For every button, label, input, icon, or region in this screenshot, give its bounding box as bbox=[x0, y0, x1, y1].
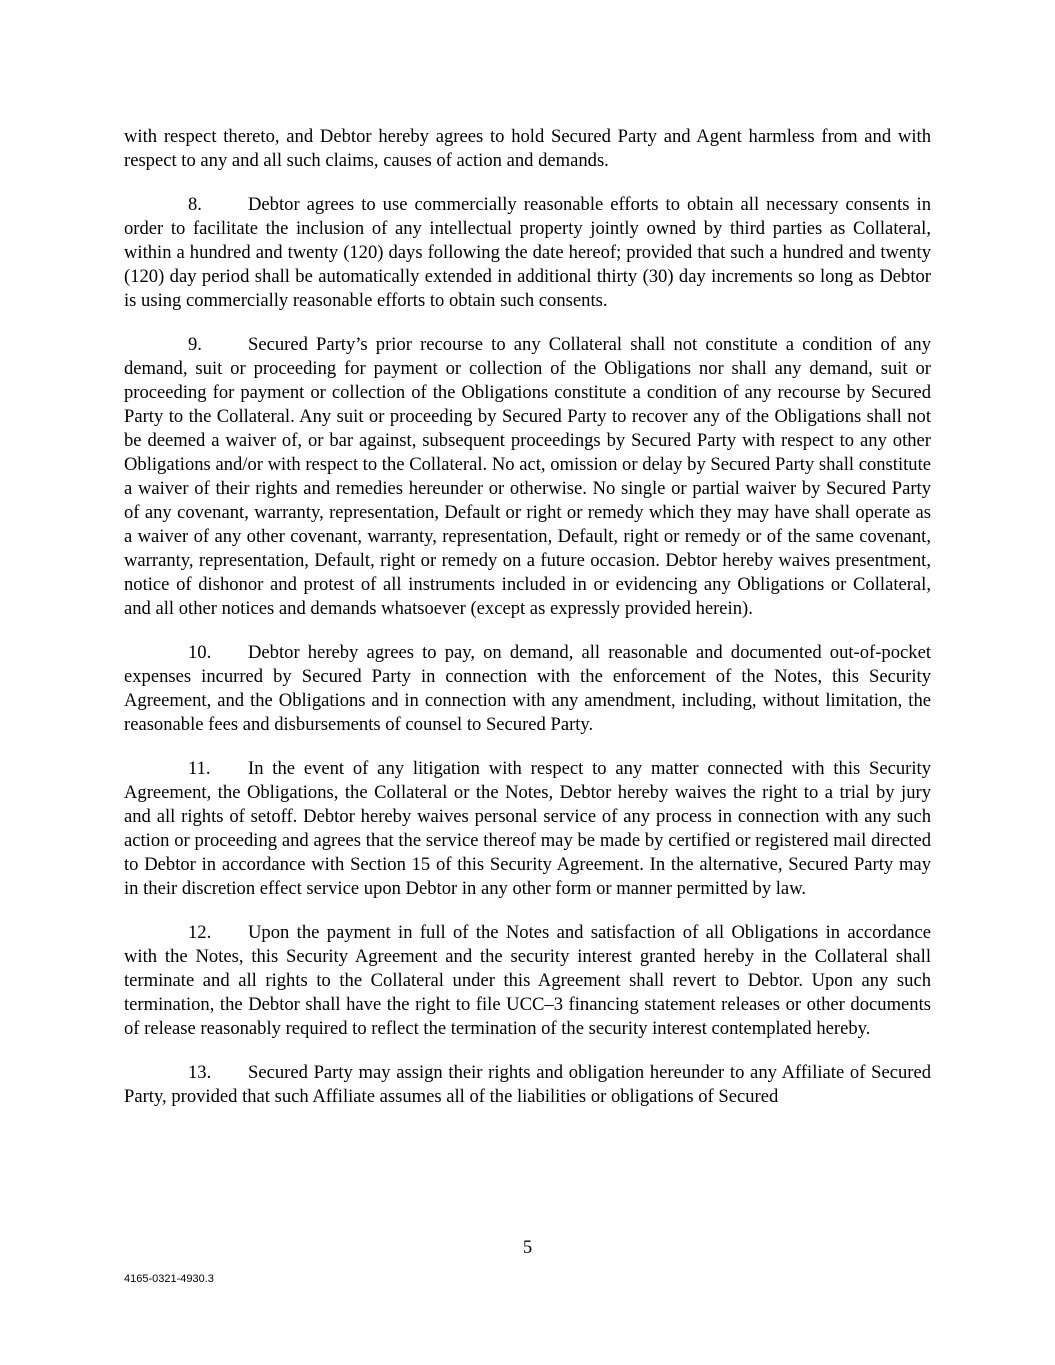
continuation-paragraph: with respect thereto, and Debtor hereby agrees to hold Secured Party and Agent harmless from and with respect to any and all such claims, causes of action and demands. bbox=[124, 126, 931, 171]
paragraph-number: 13. bbox=[188, 1062, 212, 1083]
paragraph-text: Debtor hereby agrees to pay, on demand, all reasonable and documented out-of-pocket expenses incurred by Secured Party in connection with the enforcement of the Notes, this Security Agreement, and the Obligations and in connection with any amendment, including, without limitation, the reasonable fees and disbursements of counsel to Secured Party. bbox=[124, 642, 931, 735]
paragraph-13 bbox=[124, 1061, 931, 1109]
paragraph-8 bbox=[124, 193, 931, 313]
paragraph-number: 10. bbox=[188, 642, 212, 663]
paragraph-number: 11. bbox=[188, 758, 211, 779]
paragraph-text: Upon the payment in full of the Notes and satisfaction of all Obligations in accordance with the Notes, this Security Agreement and the security interest granted hereby in the Collateral shall terminate and all rights to the Collateral under this Agreement shall revert to Debtor. Upon any such termination, the Debtor shall have the right to file UCC–3 financing statement releases or other documents of release reasonably required to reflect the termination of the security interest contemplated hereby. bbox=[124, 922, 931, 1039]
paragraph-11 bbox=[124, 757, 931, 901]
page-number: 5 bbox=[522, 1237, 533, 1258]
paragraph-text: Secured Party’s prior recourse to any Collateral shall not constitute a condition of any demand, suit or proceeding for payment or collection of the Obligations nor shall any demand, suit or proceeding for payment or collection of the Obligations constitute a condition of any recourse by Secured Party to the Collateral. Any suit or proceeding by Secured Party to recover any of the Obligations shall not be deemed a waiver of, or bar against, subsequent proceedings by Secured Party with respect to any other Obligations and/or with respect to the Collateral. No act, omission or delay by Secured Party shall constitute a waiver of their rights and remedies hereunder or otherwise. No single or partial waiver by Secured Party of any covenant, warranty, representation, Default or right or remedy which they may have shall operate as a waiver of any other covenant, warranty, representation, Default, right or remedy or of the same covenant, warranty, representation, Default, right or remedy on a future occasion. Debtor hereby waives presentment, notice of dishonor and protest of all instruments included in or evidencing any Obligations or Collateral, and all other notices and demands whatsoever (except as expressly provided herein). bbox=[124, 334, 931, 619]
paragraph-text: Secured Party may assign their rights and obligation hereunder to any Affiliate of Secured Party, provided that such Affiliate assumes all of the liabilities or obligations of Secured bbox=[124, 1062, 931, 1107]
document-body bbox=[124, 125, 931, 1129]
document-id: 4165-0321-4930.3 bbox=[124, 1273, 214, 1285]
paragraph-text: In the event of any litigation with respect to any matter connected with this Security Agreement, the Obligations, the Collateral or the Notes, Debtor hereby waives the right to a trial by jury and all rights of setoff. Debtor hereby waives personal service of any process in connection with any such action or proceeding and agrees that the service thereof may be made by certified or registered mail directed to Debtor in accordance with Section 15 of this Security Agreement. In the alternative, Secured Party may in their discretion effect service upon Debtor in any other form or manner permitted by law. bbox=[124, 758, 931, 899]
paragraph-12 bbox=[124, 921, 931, 1041]
paragraph-10 bbox=[124, 641, 931, 737]
paragraph-9 bbox=[124, 333, 931, 621]
paragraph-number: 8. bbox=[188, 194, 202, 215]
paragraph-text: Debtor agrees to use commercially reasonable efforts to obtain all necessary consents in order to facilitate the inclusion of any intellectual property jointly owned by third parties as Collateral, within a hundred and twenty (120) days following the date hereof; provided that such a hundred and twenty (120) day period shall be automatically extended in additional thirty (30) day increments so long as Debtor is using commercially reasonable efforts to obtain such consents. bbox=[124, 194, 931, 311]
paragraph-number: 9. bbox=[188, 334, 202, 355]
paragraph-number: 12. bbox=[188, 922, 212, 943]
